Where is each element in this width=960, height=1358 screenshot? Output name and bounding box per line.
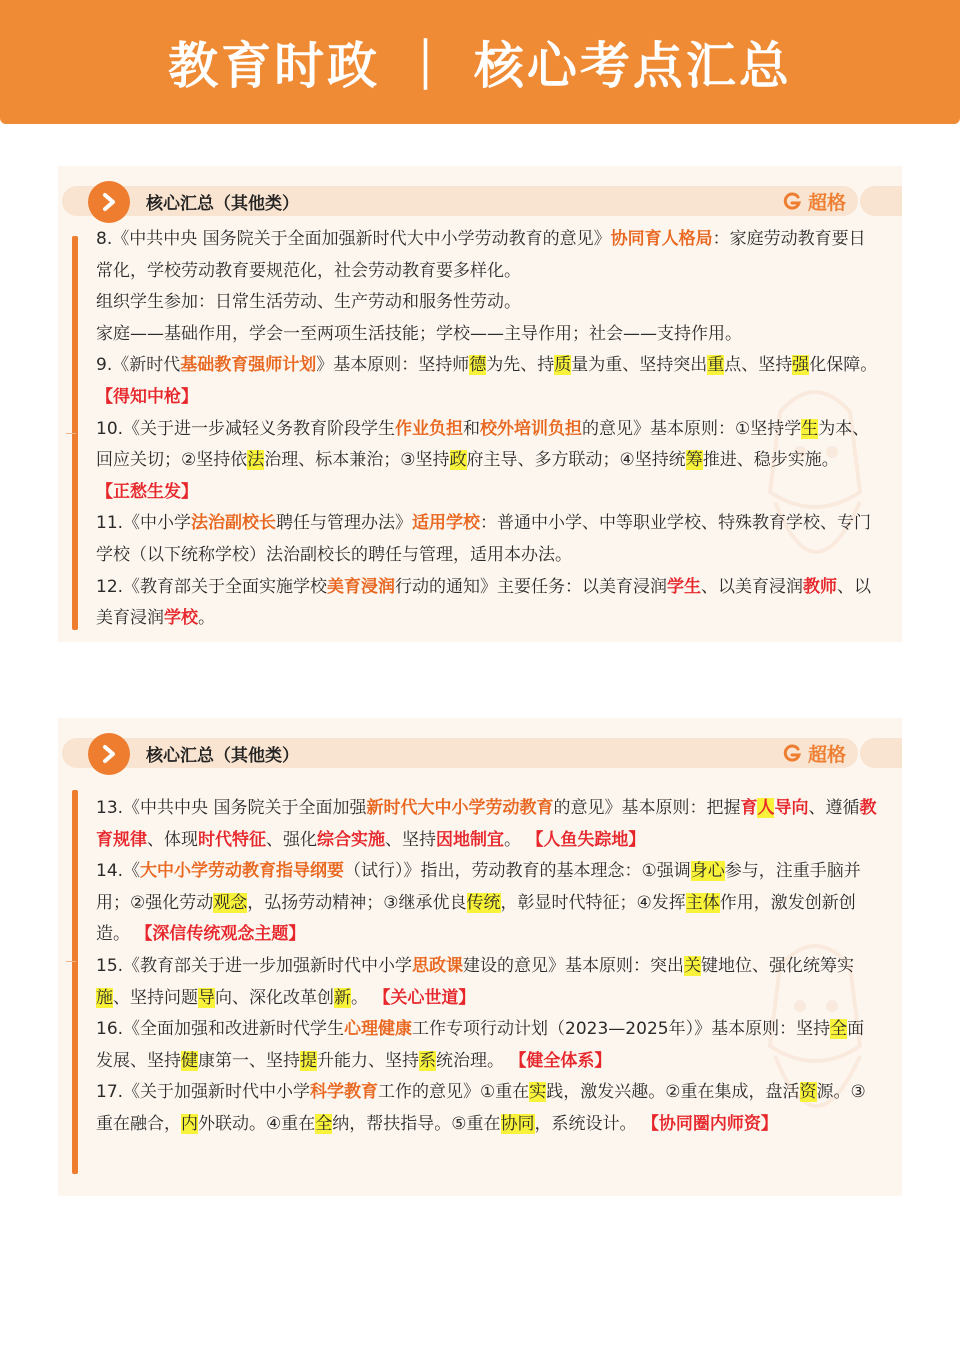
text-segment: 重	[707, 355, 725, 376]
mnemonic-tag: 【协同圈内师资】	[641, 1113, 778, 1134]
text-segment: ：家庭劳动教育要日常化，学校劳动教育要规范化，社会劳动教育要多样化。	[96, 229, 866, 281]
chevron-right-icon	[88, 733, 130, 775]
text-segment: 主体	[685, 892, 720, 913]
text-segment: 工作的意见》①重在	[378, 1082, 530, 1103]
text-segment: 时代特征	[198, 829, 266, 850]
text-segment: 工作专项行动计划（2023—2025年）》基本原则：坚持	[412, 1019, 831, 1040]
mnemonic-tag: 【关心世道】	[373, 987, 476, 1008]
text-segment: 科学教育	[310, 1082, 379, 1103]
list-item	[96, 1014, 878, 1077]
text-segment: 质	[554, 355, 572, 376]
brand-g-icon	[782, 743, 802, 763]
list-item	[96, 793, 878, 856]
text-segment: 内	[181, 1113, 198, 1134]
text-segment: 治理、标本兼治；③坚持	[264, 450, 450, 471]
page-title: 教育时政 ｜ 核心考点汇总	[168, 37, 792, 95]
text-segment: 法治副校长	[191, 513, 277, 534]
text-segment: 家庭——基础作用，学会一至两项生活技能；学校——主导作用；社会——支持作用。	[96, 323, 742, 344]
text-segment: 全	[830, 1019, 848, 1040]
text-segment: 和	[463, 418, 481, 439]
text-segment: 协同	[500, 1113, 535, 1134]
text-segment: 。	[351, 987, 374, 1008]
list-item	[96, 350, 878, 413]
mnemonic-tag: 【健全体系】	[509, 1050, 612, 1071]
text-segment: 参与，注重手脑并用；②强化劳动	[96, 861, 861, 913]
accent-bar	[72, 790, 78, 1174]
card-header-label: 核心汇总（其他类）	[146, 194, 299, 214]
text-segment: 身心	[690, 861, 725, 882]
summary-card-2	[58, 718, 902, 1196]
text-segment: 教师	[803, 576, 838, 597]
text-segment: 导向	[774, 798, 809, 818]
text-segment: 11.《中小学	[96, 513, 192, 534]
text-segment: 因地制宜	[436, 829, 504, 850]
mnemonic-tag: 【深信传统观念主题】	[135, 924, 306, 945]
text-segment: 教育规律	[96, 798, 877, 850]
text-segment: （试行）》指出，劳动教育的基本理念：①强调	[344, 861, 691, 882]
text-segment: 16.《全面加强和改进新时代学生	[96, 1019, 345, 1040]
text-segment: 14.《	[96, 861, 141, 882]
text-segment: 美育浸润	[327, 576, 396, 597]
brand-name: 超格	[807, 191, 846, 214]
text-segment: 作业负担	[395, 418, 464, 439]
text-segment: 健	[181, 1050, 198, 1071]
text-segment: 源。③重在融合，	[96, 1082, 866, 1134]
text-segment: 。	[198, 608, 215, 629]
text-segment: 施	[96, 987, 113, 1008]
text-segment: 实	[529, 1082, 547, 1103]
list-item	[96, 856, 878, 951]
divider-tick	[66, 433, 76, 434]
text-segment: 全	[315, 1113, 333, 1134]
text-segment: 、强化	[266, 829, 317, 850]
text-segment: 外联动。④重在	[198, 1113, 316, 1134]
text-segment: 人	[757, 798, 775, 818]
text-segment: 导	[198, 987, 215, 1008]
text-segment: 升能力、坚持	[317, 1050, 419, 1071]
text-segment: 康第一、坚持	[198, 1050, 300, 1071]
text-segment: 强	[792, 355, 810, 376]
text-segment: 推进、稳步实施。	[702, 450, 839, 471]
text-segment: 。	[504, 829, 527, 850]
text-segment: 13.《中共中央 国务院关于全面加强	[96, 798, 367, 818]
mnemonic-tag: 【正愁生发】	[96, 481, 198, 502]
text-segment: 、坚持问题	[113, 987, 198, 1008]
text-segment: 8.《中共中央 国务院关于全面加强新时代大中小学劳动教育的意见》	[96, 229, 611, 249]
text-segment: 、体现	[147, 829, 198, 850]
text-segment: 政	[449, 450, 467, 471]
text-segment: 组织学生参加：日常生活劳动、生产劳动和服务性劳动。	[96, 292, 521, 313]
text-segment: 键地位、强化统筹实	[701, 955, 855, 976]
text-segment: 基础教育强师计划	[180, 355, 317, 376]
text-segment: ：普通中小学、中等职业学校、特殊教育学校、专门学校（以下统称学校）法治副校长的聘任与管理，适用本办法。	[96, 513, 872, 565]
text-segment: ，弘扬劳动精神；③继承优良	[247, 892, 467, 913]
text-segment: 为先、持	[486, 355, 555, 376]
text-segment: 府主导、多方联动；④坚持统	[466, 450, 686, 471]
text-segment: 综合实施	[317, 829, 385, 850]
text-segment: 关	[684, 955, 702, 976]
text-segment: 新	[334, 987, 351, 1008]
title-banner	[0, 0, 960, 124]
text-segment: 10.《关于进一步减轻义务教育阶段学生	[96, 418, 396, 439]
text-segment: 践，激发兴趣。②重在集成，盘活	[546, 1082, 800, 1103]
text-segment: 筹	[685, 450, 703, 471]
text-segment: 学生	[667, 576, 702, 597]
text-segment: 为本、回应关切；②坚持依	[96, 418, 870, 471]
text-segment: 、以美育浸润	[96, 576, 872, 629]
card-header-end	[860, 186, 902, 216]
text-segment: 作用，激发创新创造。	[96, 892, 856, 945]
text-segment: 观念	[213, 892, 248, 913]
text-segment: 、坚持	[385, 829, 436, 850]
text-segment: 量为重、坚持突出	[571, 355, 708, 376]
brand-name: 超格	[807, 743, 846, 766]
text-segment: 适用学校	[412, 513, 481, 534]
text-segment: 建设的意见》基本原则：突出	[463, 955, 685, 976]
list-item	[96, 319, 878, 351]
text-segment: 15.《教育部关于进一步加强新时代中小学	[96, 955, 413, 976]
text-segment: 面发展、坚持	[96, 1019, 865, 1071]
summary-card-1	[58, 166, 902, 642]
mnemonic-tag: 【人鱼失踪地】	[526, 829, 646, 850]
text-segment: 17.《关于加强新时代中小学	[96, 1082, 311, 1103]
text-segment: 行动的通知》主要任务：以美育浸润	[395, 576, 668, 597]
text-segment: 》基本原则：坚持师	[316, 355, 470, 376]
text-segment: 法	[247, 450, 265, 471]
text-segment: 校外培训负担	[480, 418, 583, 439]
text-segment: 的意见》基本原则：把握	[553, 798, 741, 818]
list-item	[96, 508, 878, 571]
list-item	[96, 572, 878, 635]
card-header-end	[860, 738, 902, 768]
text-segment: 的意见》基本原则：①坚持学	[582, 418, 802, 439]
brand-logo	[782, 740, 846, 766]
text-segment: 化保障。	[809, 355, 878, 376]
text-segment: 向、深化改革创	[215, 987, 334, 1008]
text-segment: 大中小学劳动教育指导纲要	[140, 861, 345, 882]
list-item	[96, 287, 878, 319]
text-segment: 9.《新时代	[96, 355, 181, 376]
list-item	[96, 1077, 878, 1140]
text-segment: 思政课	[412, 955, 464, 976]
text-segment: ，彰显时代特征；④发挥	[500, 892, 686, 913]
brand-g-icon	[782, 191, 802, 211]
divider-tick	[66, 961, 76, 962]
text-segment: 学校	[164, 608, 198, 629]
mnemonic-tag: 【得知中枪】	[96, 386, 198, 407]
card-content	[96, 793, 878, 1141]
text-segment: 提	[300, 1050, 317, 1071]
text-segment: 协同育人格局	[610, 229, 713, 249]
text-segment: 传统	[466, 892, 501, 913]
text-segment: 育	[740, 798, 758, 818]
text-segment: 系	[419, 1050, 436, 1071]
text-segment: 点、坚持	[724, 355, 793, 376]
text-segment: 、以美育浸润	[701, 576, 804, 597]
text-segment: 生	[801, 418, 819, 439]
card-content	[96, 224, 878, 635]
list-item	[96, 224, 878, 287]
text-segment: ，系统设计。	[534, 1113, 642, 1134]
text-segment: 德	[469, 355, 487, 376]
list-item	[96, 414, 878, 509]
text-segment: 、遵循	[808, 798, 860, 818]
text-segment: 12.《教育部关于全面实施学校	[96, 576, 328, 597]
list-item	[96, 951, 878, 1014]
text-segment: 新时代大中小学劳动教育	[366, 798, 554, 818]
chevron-right-icon	[88, 181, 130, 223]
brand-logo	[782, 188, 846, 214]
text-segment: 聘任与管理办法》	[276, 513, 413, 534]
card-header-label: 核心汇总（其他类）	[146, 746, 299, 766]
text-segment: 心理健康	[344, 1019, 413, 1040]
text-segment: 统治理。	[436, 1050, 510, 1071]
text-segment: 资	[799, 1082, 817, 1103]
text-segment: 纳，帮扶指导。⑤重在	[332, 1113, 501, 1134]
